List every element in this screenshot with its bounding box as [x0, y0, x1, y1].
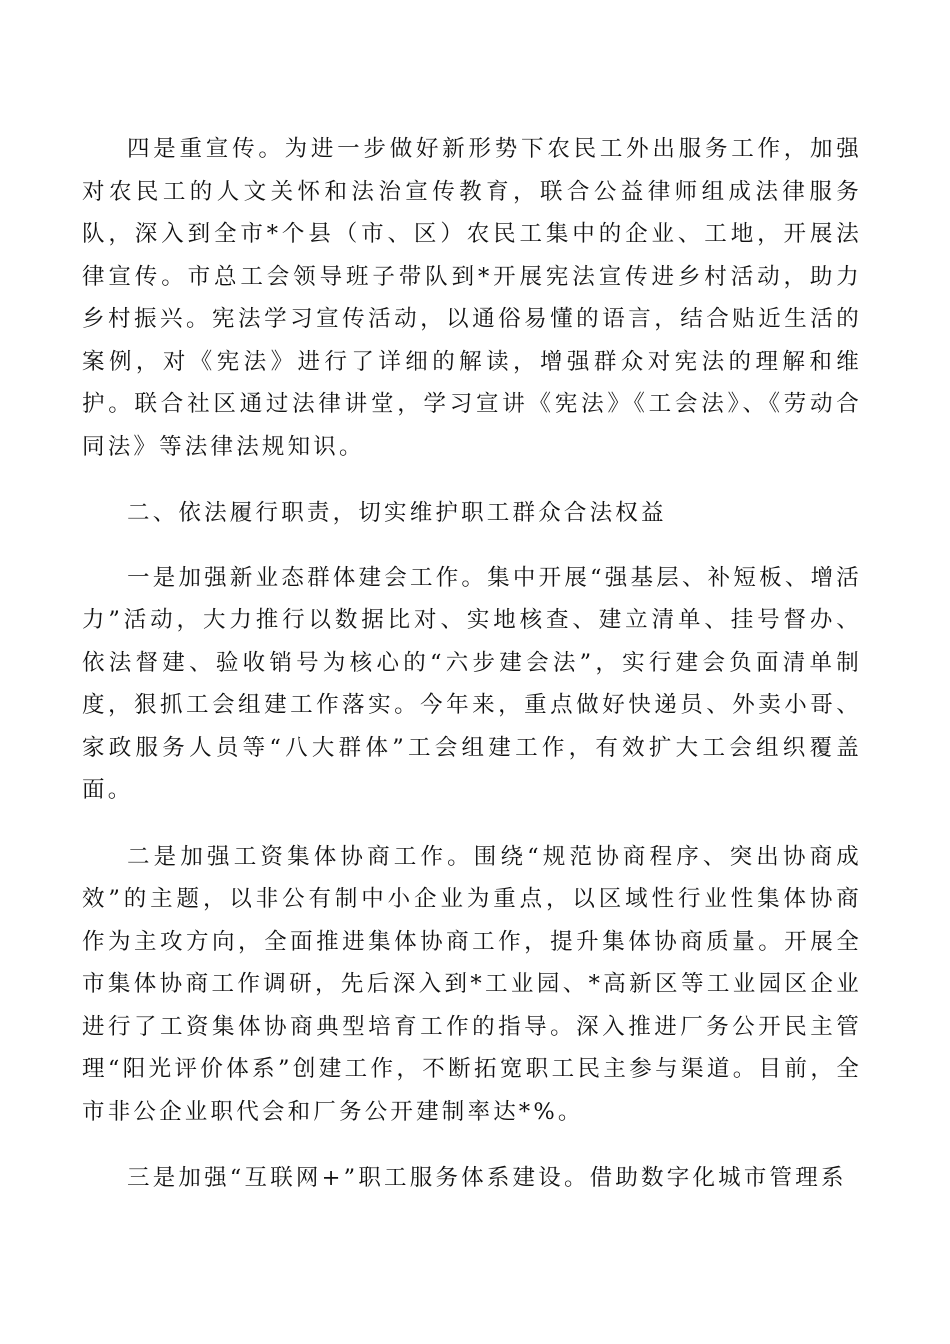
paragraph-new-business-unions: 一是加强新业态群体建会工作。集中开展“强基层、补短板、增活力”活动，大力推行以数据比对、实地核查、建立清单、挂号督办、依法督建、验收销号为核心的“六步建会法”，实行建会负面清单制度，狠抓工会组建工作落实。今年来，重点做好快递员、外卖小哥、家政服务人员等“八大群体”工会组建工作，有效扩大工会组织覆盖面。 [82, 564, 862, 803]
paragraph-publicity: 四是重宣传。为进一步做好新形势下农民工外出服务工作，加强对农民工的人文关怀和法治宣传教育，联合公益律师组成法律服务队，深入到全市*个县（市、区）农民工集中的企业、工地，开展法律宣传。市总工会领导班子带队到*开展宪法宣传进乡村活动，助力乡村振兴。宪法学习宣传活动，以通俗易懂的语言，结合贴近生活的案例，对《宪法》进行了详细的解读，增强群众对宪法的理解和维护。联合社区通过法律讲堂，学习宣讲《宪法》《工会法》、《劳动合同法》等法律法规知识。 [82, 136, 862, 460]
paragraph-internet-services: 三是加强“互联网+”职工服务体系建设。借助数字化城市管理系 [127, 1165, 847, 1191]
paragraph-collective-bargaining: 二是加强工资集体协商工作。围绕“规范协商程序、突出协商成效”的主题，以非公有制中小企业为重点，以区域性行业性集体协商作为主攻方向，全面推进集体协商工作，提升集体协商质量。开展全市集体协商工作调研，先后深入到*工业园、*高新区等工业园区企业进行了工资集体协商典型培育工作的指导。深入推进厂务公开民主管理“阳光评价体系”创建工作，不断拓宽职工民主参与渠道。目前，全市非公企业职代会和厂务公开建制率达*%。 [82, 843, 862, 1125]
section-heading: 二、依法履行职责，切实维护职工群众合法权益 [127, 500, 667, 526]
document-body [82, 128, 862, 1224]
